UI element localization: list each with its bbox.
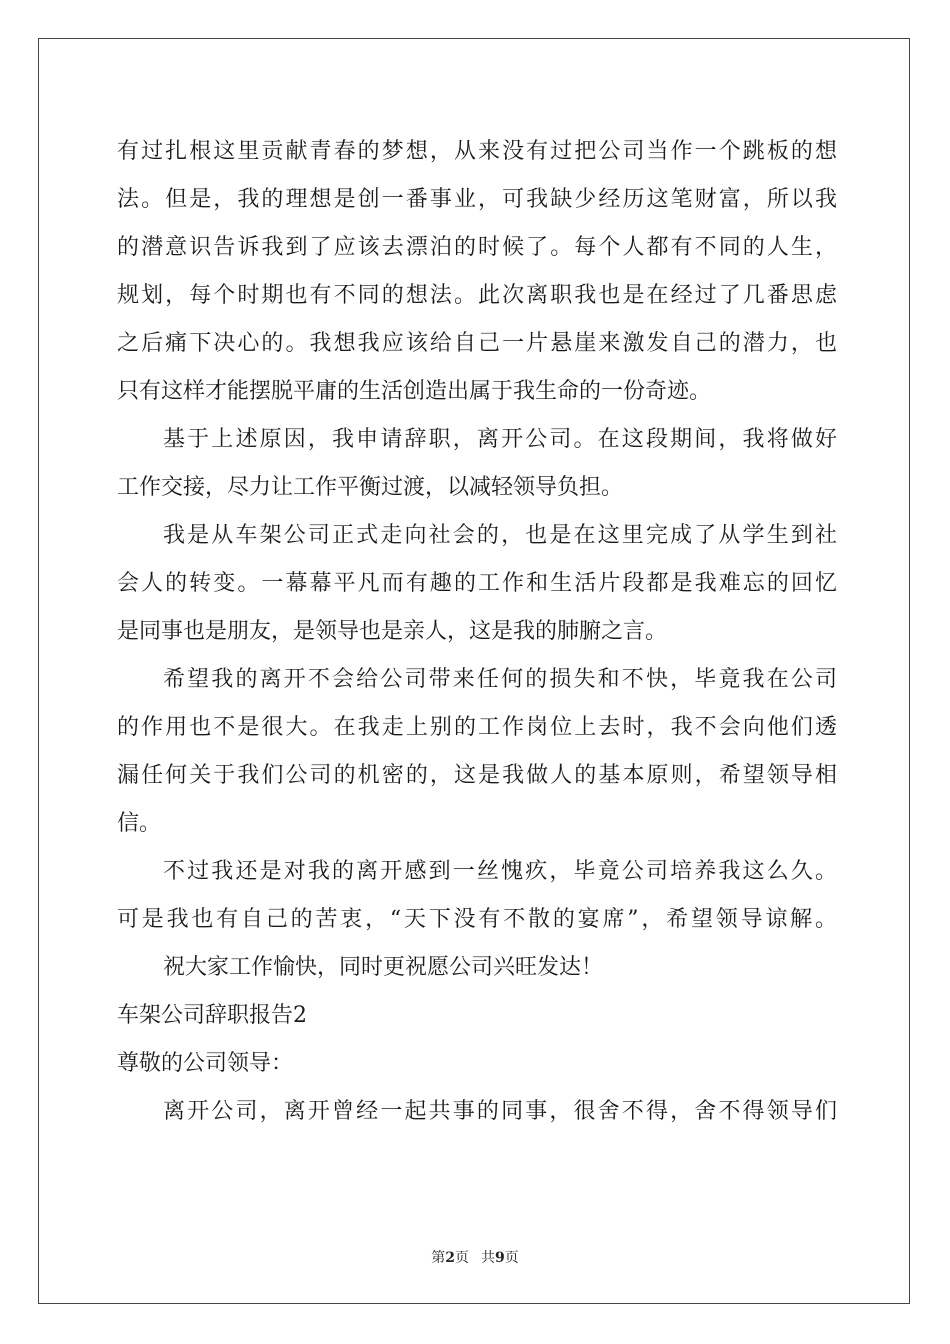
page-footer	[0, 1247, 950, 1267]
text-line: 规划，每个时期也有不同的想法。此次离职我也是在经过了几番思虑	[117, 283, 837, 308]
text-line: 车架公司辞职报告2	[117, 1003, 307, 1028]
text-line: 有过扎根这里贡献青春的梦想，从来没有过把公司当作一个跳板的想	[117, 139, 837, 164]
page-prefix: 第	[431, 1250, 446, 1266]
text-line: 可是我也有自己的苦衷，“天下没有不散的宴席”，希望领导谅解。	[117, 907, 837, 932]
text-line: 离开公司，离开曾经一起共事的同事，很舍不得，舍不得领导们	[163, 1099, 837, 1124]
text-line: 法。但是，我的理想是创一番事业，可我缺少经历这笔财富，所以我	[117, 187, 837, 212]
text-line: 之后痛下决心的。我想我应该给自己一片悬崖来激发自己的潜力，也	[117, 331, 837, 356]
text-line: 祝大家工作愉快，同时更祝愿公司兴旺发达！	[163, 955, 604, 980]
text-line: 工作交接，尽力让工作平衡过渡，以减轻领导负担。	[117, 475, 624, 500]
text-line: 是同事也是朋友，是领导也是亲人，这是我的肺腑之言。	[117, 619, 668, 644]
text-line: 会人的转变。一幕幕平凡而有趣的工作和生活片段都是我难忘的回忆	[117, 571, 837, 596]
total-suffix: 页	[504, 1250, 519, 1266]
text-line: 漏任何关于我们公司的机密的，这是我做人的基本原则，希望领导相	[117, 763, 837, 788]
text-line: 我是从车架公司正式走向社会的，也是在这里完成了从学生到社	[163, 523, 837, 548]
text-line: 信。	[117, 811, 162, 836]
text-line: 不过我还是对我的离开感到一丝愧疚，毕竟公司培养我这么久。	[163, 859, 837, 884]
text-line: 的作用也不是很大。在我走上别的工作岗位上去时，我不会向他们透	[117, 715, 837, 740]
total-prefix: 共	[481, 1250, 495, 1266]
text-line: 只有这样才能摆脱平庸的生活创造出属于我生命的一份奇迹。	[117, 379, 712, 404]
text-line: 基于上述原因，我申请辞职，离开公司。在这段期间，我将做好	[163, 427, 837, 452]
page-suffix: 页	[455, 1250, 469, 1266]
text-line: 尊敬的公司领导：	[117, 1051, 294, 1076]
text-line: 希望我的离开不会给公司带来任何的损失和不快，毕竟我在公司	[163, 667, 837, 692]
document-body	[117, 128, 837, 1136]
page-number: 2	[445, 1250, 455, 1266]
text-line: 的潜意识告诉我到了应该去漂泊的时候了。每个人都有不同的人生，	[117, 235, 837, 260]
total-pages: 9	[495, 1250, 505, 1266]
